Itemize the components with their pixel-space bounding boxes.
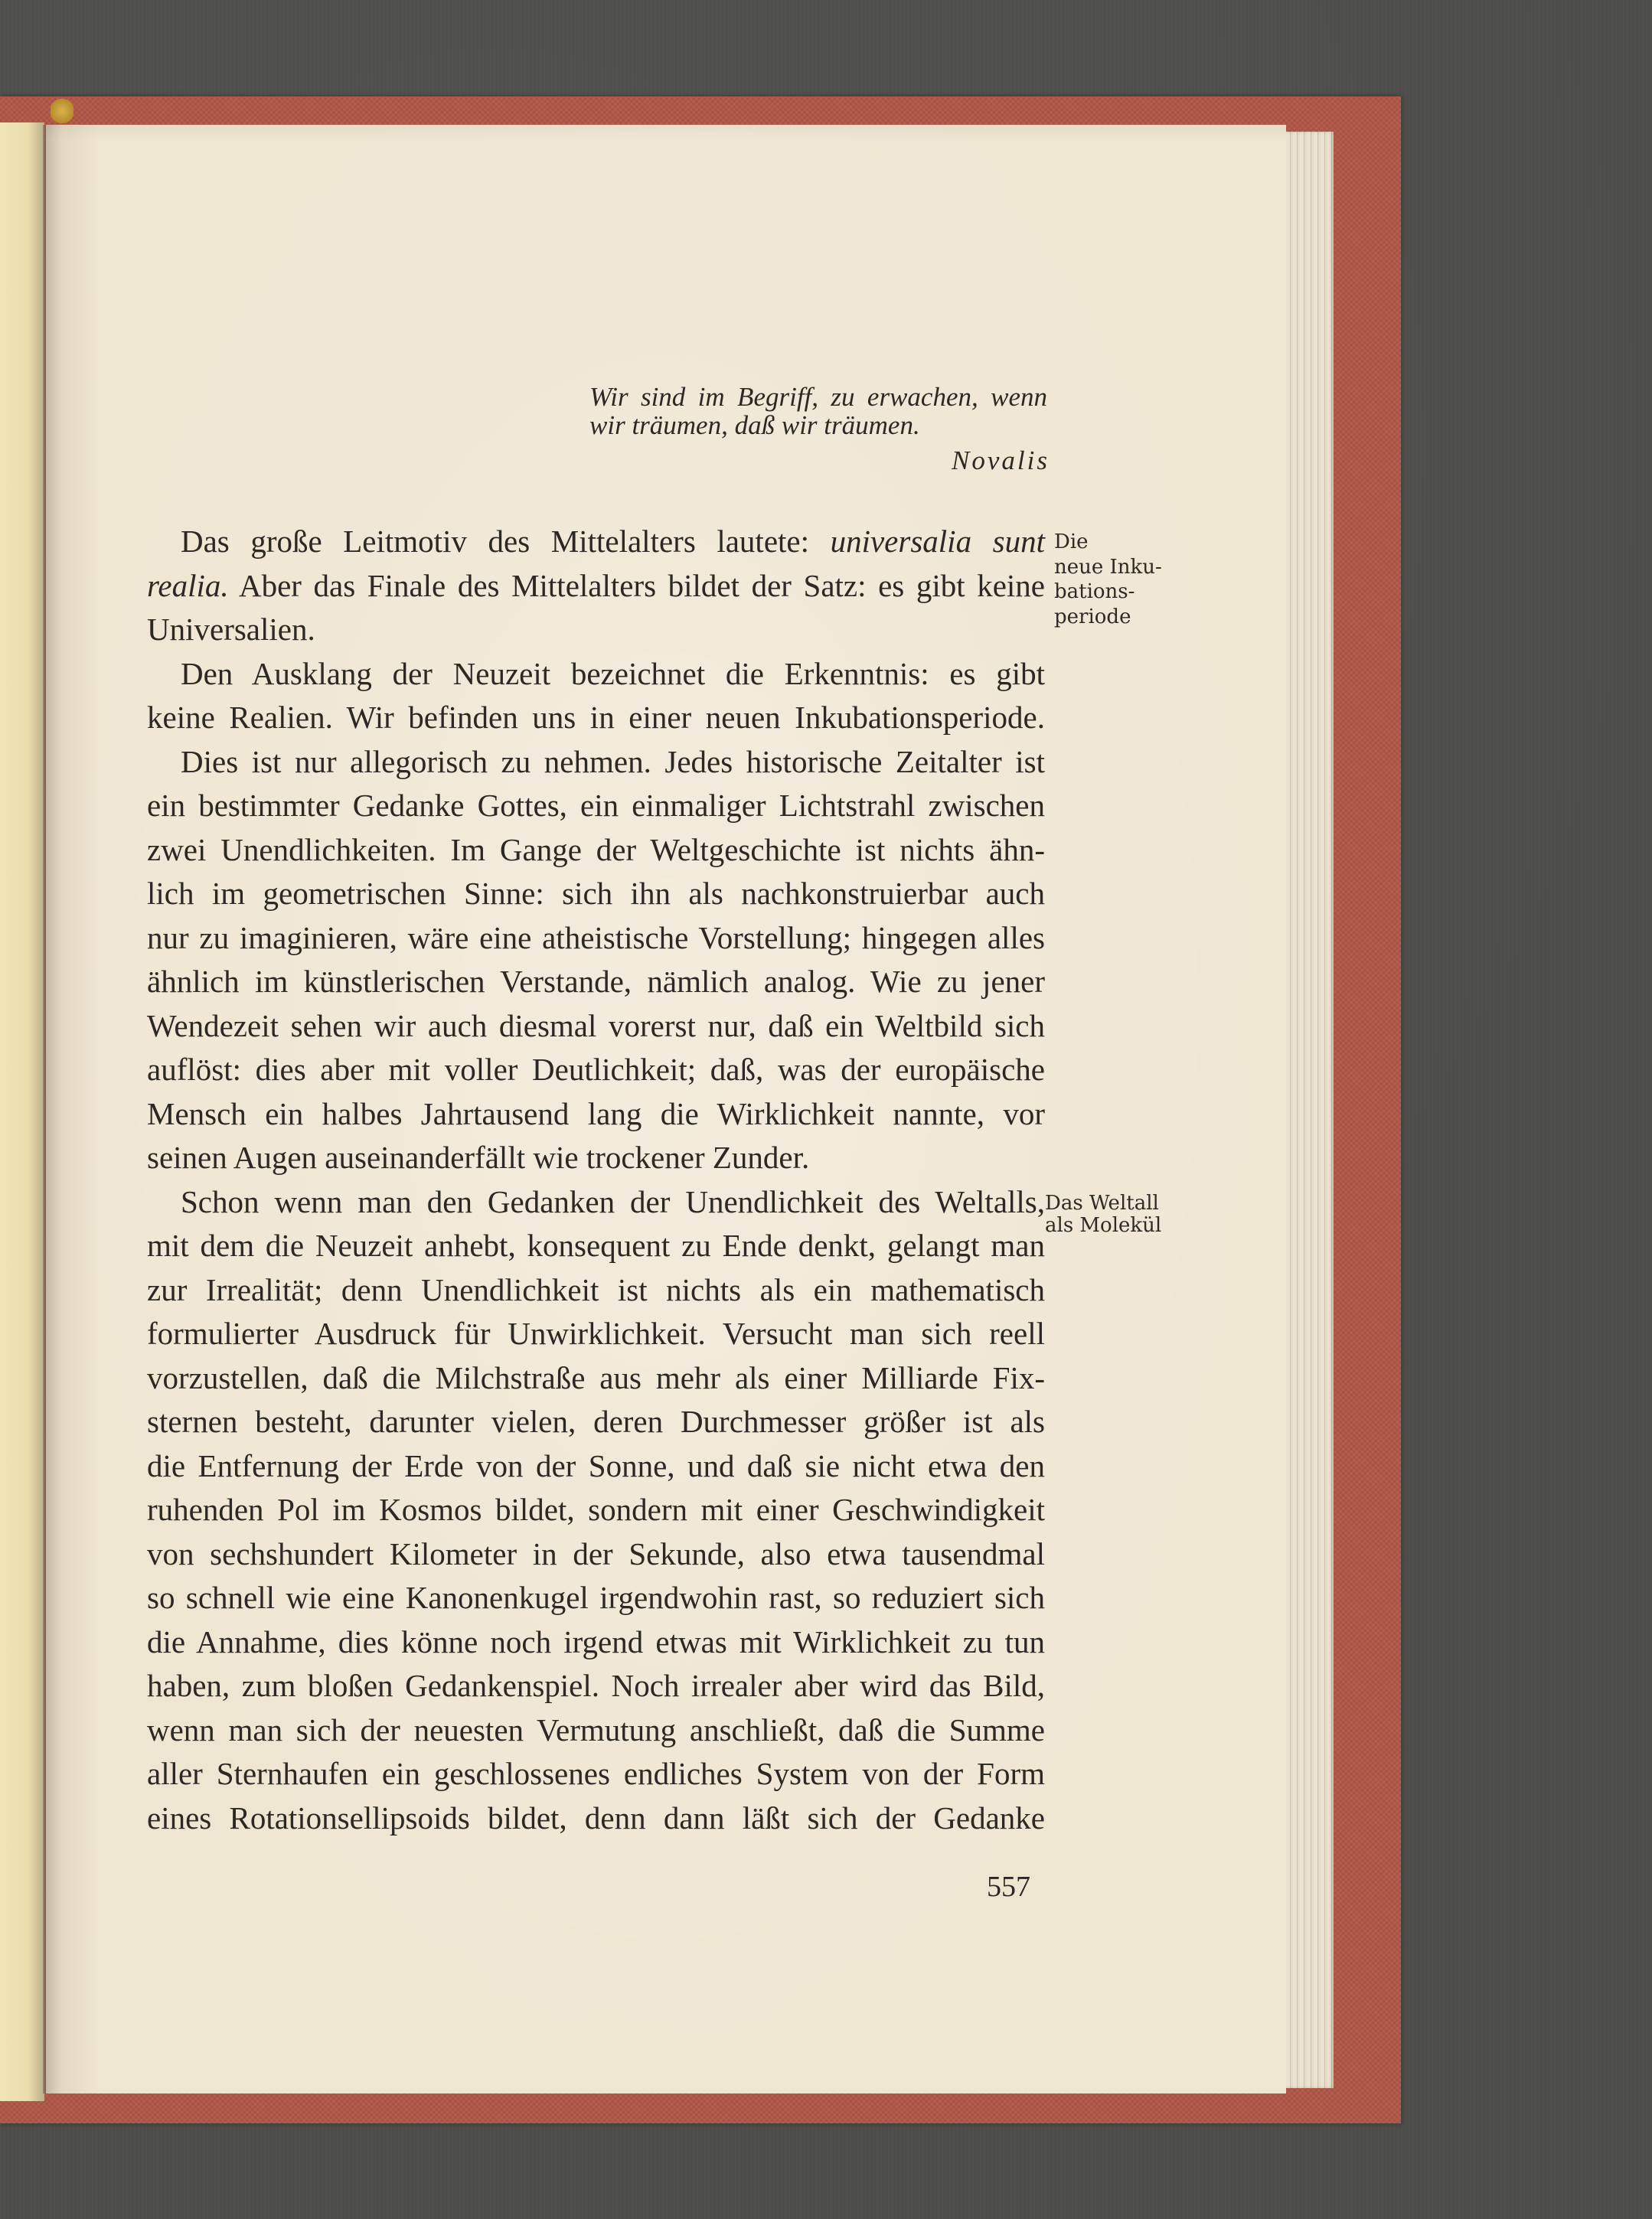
body-line [147, 520, 1045, 564]
body-text-italic: realia. [147, 567, 229, 603]
page-fore-edge [1286, 132, 1334, 2088]
body-line: haben, zum bloßen Gedankenspiel. Noch irrealer aber wird das Bild, [147, 1668, 1045, 1703]
body-line: zur Irrealität; denn Unendlichkeit ist nichts als ein mathematisch [147, 1271, 1045, 1307]
epigraph-line: Wir sind im Begriff, zu erwachen, wenn [589, 382, 1047, 412]
page-number: 557 [987, 1871, 1030, 1903]
body-line: aller Sternhaufen ein geschlossenes endliches System von der Form [147, 1756, 1045, 1791]
margin-note [1045, 1193, 1183, 1237]
margin-note-line: bations- [1054, 580, 1135, 603]
body-text [147, 520, 1045, 1840]
margin-note-line: als Molekül [1045, 1214, 1162, 1237]
body-line: mit dem die Neuzeit anhebt, konsequent zu Ende denkt, gelangt man [147, 1228, 1045, 1263]
body-line [147, 564, 1045, 609]
body-text-italic: universalia sunt [830, 524, 1045, 559]
book-headband [51, 98, 73, 124]
body-line: keine Realien. Wir befinden uns in einer neuen Inkubationsperiode. [147, 700, 1045, 735]
body-line: Mensch ein halbes Jahrtausend lang die Wirklichkeit nannte, vor [147, 1095, 1045, 1131]
body-line: auflöst: dies aber mit voller Deutlichkeit; daß, was der europäische [147, 1052, 1045, 1087]
margin-note-line: Das Weltall [1045, 1192, 1159, 1215]
body-line: zwei Unendlichkeiten. Im Gange der Weltgeschichte ist nichts ähn- [147, 831, 1045, 867]
body-line: Schon wenn man den Gedanken der Unendlichkeit des Weltalls, [181, 1183, 1045, 1219]
body-line: die Entfernung der Erde von der Sonne, und daß sie nicht etwa den [147, 1447, 1045, 1483]
body-line: wenn man sich der neuesten Vermutung anschließt, daß die Summe [147, 1712, 1045, 1747]
body-line: nur zu imaginieren, wäre eine atheistische Vorstellung; hingegen alles [147, 919, 1045, 955]
body-line: Den Ausklang der Neuzeit bezeichnet die Erkenntnis: es gibt [181, 655, 1045, 691]
gutter-shadow [43, 125, 46, 2093]
body-text-roman: Das große Leitmotiv des Mittelalters lautete: [181, 524, 831, 559]
body-line: ein bestimmter Gedanke Gottes, ein einmaliger Lichtstrahl zwischen [147, 788, 1045, 823]
body-line: eines Rotationsellipsoids bildet, denn dann läßt sich der Gedanke [147, 1800, 1045, 1836]
body-line: die Annahme, dies könne noch irgend etwas mit Wirklichkeit zu tun [147, 1623, 1045, 1659]
body-line: ähnlich im künstlerischen Verstande, nämlich analog. Wie zu jener [147, 964, 1045, 999]
margin-note [1054, 530, 1162, 629]
epigraph-author: Novalis [952, 445, 1050, 475]
body-line: Dies ist nur allegorisch zu nehmen. Jedes historische Zeitalter ist [181, 743, 1045, 779]
body-line: Universalien. [147, 612, 315, 647]
body-line: seinen Augen auseinanderfällt wie trockener Zunder. [147, 1140, 810, 1175]
body-text-roman: Aber das Finale des Mittelalters bildet der Satz: es gibt keine [228, 567, 1045, 603]
margin-note-line: Die [1054, 530, 1089, 553]
body-line: von sechshundert Kilometer in der Sekunde, also etwa tausendmal [147, 1535, 1045, 1571]
body-line: ruhenden Pol im Kosmos bildet, sondern mit einer Geschwindigkeit [147, 1492, 1045, 1527]
body-line: sternen besteht, darunter vielen, deren Durchmesser größer ist als [147, 1404, 1045, 1439]
epigraph-line: wir träumen, daß wir träumen. [589, 410, 920, 440]
margin-note-line: neue Inku- [1054, 555, 1162, 579]
body-line: lich im geometrischen Sinne: sich ihn als nachkonstruierbar auch [147, 876, 1045, 911]
body-line: formulierter Ausdruck für Unwirklichkeit. Versucht man sich reell [147, 1316, 1045, 1351]
margin-note-line: periode [1054, 605, 1131, 628]
epigraph [589, 383, 1047, 439]
body-line: Wendezeit sehen wir auch diesmal vorerst nur, daß ein Weltbild sich [147, 1007, 1045, 1043]
body-line: vorzustellen, daß die Milchstraße aus mehr als einer Milliarde Fix- [147, 1359, 1045, 1395]
facing-page-edge [0, 122, 44, 2101]
body-line: so schnell wie eine Kanonenkugel irgendwohin rast, so reduziert sich [147, 1580, 1045, 1615]
